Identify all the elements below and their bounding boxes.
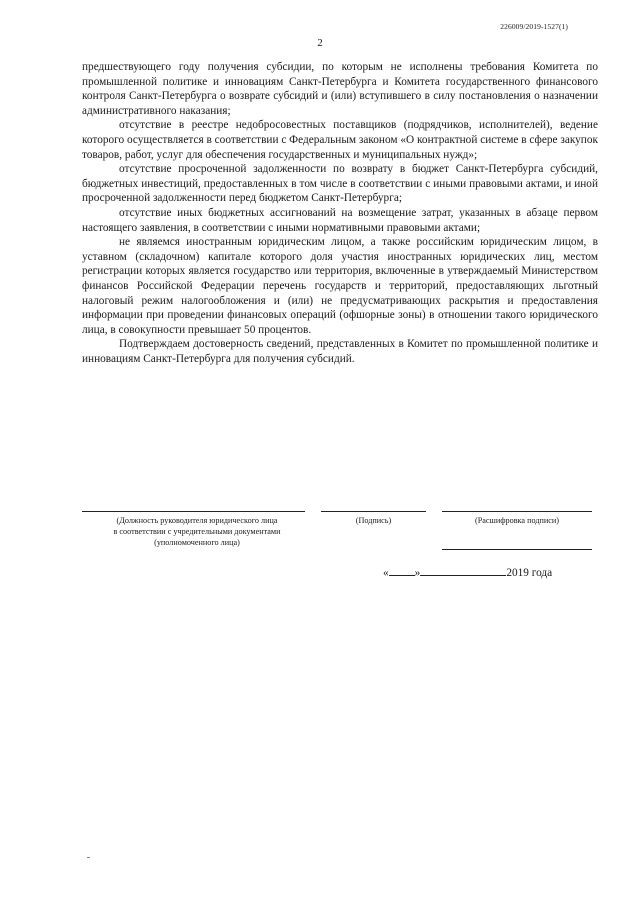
margin-mark	[87, 857, 90, 858]
paragraph-allocations: отсутствие иных бюджетных ассигнований на возмещение затрат, указанных в абзаце первом настоящего заявления, в соответствии с иными нормативными правовыми актами;	[82, 206, 598, 234]
date-year: 2019 года	[506, 567, 553, 579]
paragraph-continuation: предшествующего году получения субсидии, по которым не исполнены требования Комитета по промышленной политике и инновациям Санкт-Петербурга и Комитета государственного финансового контроля Санкт-Петербурга о возврате субсидий и (или) вступившего в силу постановления о назначении административного наказания;	[82, 61, 598, 117]
extra-line	[442, 549, 592, 550]
paragraph-registry: отсутствие в реестре недобросовестных поставщиков (подрядчиков, исполнителей), ведение которого осуществляется в соответствии с Федеральным законом «О контрактной системе в сфере закупок товаров, работ, услуг для обеспечения государственных и муниципальных нужд»;	[82, 119, 598, 161]
date-open-quote: «	[383, 567, 389, 579]
decryption-line	[442, 511, 592, 512]
signature-caption: (Подпись)	[355, 516, 392, 525]
document-body	[82, 60, 598, 366]
position-caption-line-1: (Должность руководителя юридического лица	[116, 516, 278, 525]
position-line	[82, 511, 305, 512]
document-id: 226009/2019-1527(1)	[500, 22, 568, 31]
signature-line	[321, 511, 426, 512]
position-caption-line-2: в соответствии с учредительными документами	[113, 527, 281, 536]
month-blank	[420, 565, 506, 576]
paragraph-foreign-entity: не являемся иностранным юридическим лицом, а также российским юридическим лицом, в уставном (складочном) капитале которого доля участия иностранных юридических лиц, местом регистрации которых является государство или территория, включенные в утверждаемый Министерством финансов Российской Федерации перечень государств и территорий, предоставляющих льготный налоговый режим налогообложения и (или) не предусматривающих раскрытия и предоставления информации при проведении финансовых операций (офшорные зоны) в отношении такого юридического лица, в совокупности превышает 50 процентов.	[82, 236, 598, 336]
position-caption-line-3: (уполномоченного лица)	[154, 538, 240, 547]
date-line	[383, 565, 598, 579]
paragraph-confirmation: Подтверждаем достоверность сведений, представленных в Комитет по промышленной политике и инновациям Санкт-Петербурга для получения субсидий.	[82, 338, 598, 365]
paragraph-debt: отсутствие просроченной задолженности по возврату в бюджет Санкт-Петербурга субсидий, бюджетных инвестиций, предоставленных в том числе в соответствии с иными правовыми актами, и иной просроченной задолженности перед бюджетом Санкт-Петербурга;	[82, 163, 598, 205]
day-blank	[389, 565, 415, 576]
page-number: 2	[317, 37, 323, 49]
decryption-caption: (Расшифровка подписи)	[474, 516, 560, 525]
position-caption	[72, 515, 322, 548]
date-close-quote: »	[414, 567, 421, 579]
